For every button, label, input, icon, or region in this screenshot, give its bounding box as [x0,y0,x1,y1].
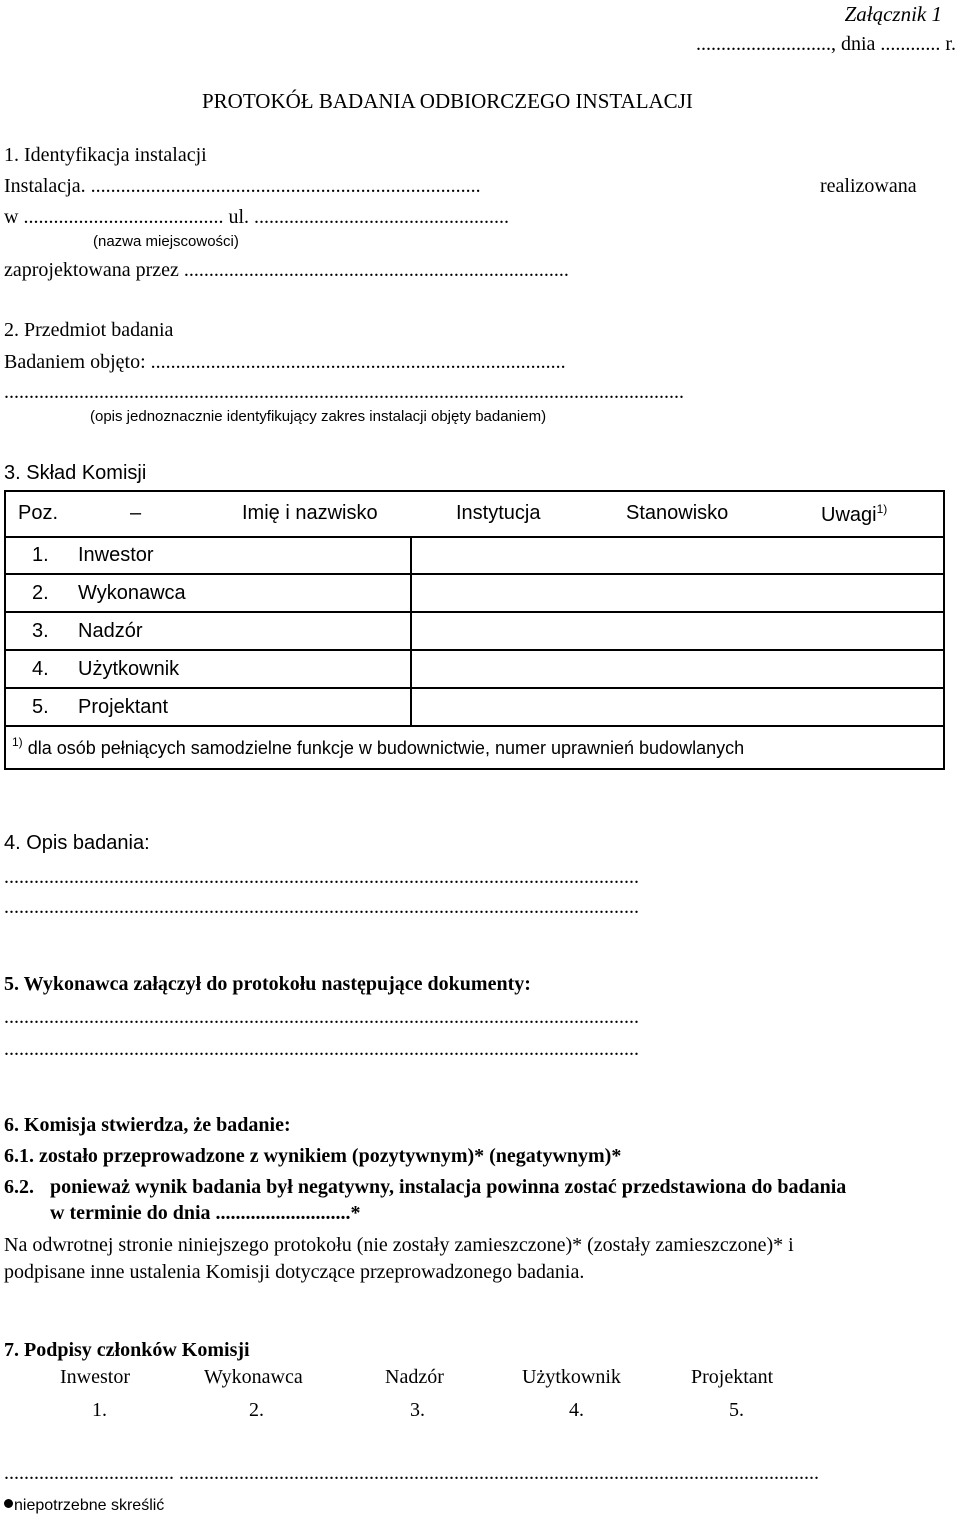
scope-line-1: Badaniem objęto: ................................................................................... [4,351,566,373]
section1-heading: 1. Identyfikacja instalacji [4,144,207,166]
location-hint: (nazwa miejscowości) [93,233,239,250]
footnote-mark: 1) [12,735,23,749]
row-role-1: Inwestor [78,544,154,566]
col-header-position: Stanowisko [626,502,729,524]
description-line-1: ............................................................................................................................... [4,866,639,888]
row-num-4: 4. [32,658,49,680]
realizowana-label: realizowana [820,175,917,197]
installation-line: Instalacja. .............................................................................. [4,175,481,197]
row-role-5: Projektant [78,696,169,718]
sign-num-5: 5. [729,1399,744,1421]
scope-hint: (opis jednoznacznie identyfikujący zakres instalacji objęty badaniem) [90,408,547,425]
scope-line-2: ........................................................................................................................................ [4,381,684,403]
section4-heading: 4. Opis badania: [4,832,150,854]
footnote-text: dla osób pełniących samodzielne funkcje w budownictwie, numer uprawnień budowlanych [27,738,745,758]
sign-role-5: Projektant [691,1366,774,1388]
sign-role-4: Użytkownik [522,1366,621,1388]
result-item-2-text: ponieważ wynik badania był negatywny, instalacja powinna zostać przedstawiona do badania [50,1176,847,1198]
designer-line: zaprojektowana przez ............................................................................. [4,259,569,281]
documents-line-1: ............................................................................................................................... [4,1006,639,1028]
row-role-4: Użytkownik [78,658,180,680]
footer-note [4,1497,164,1515]
page-title: PROTOKÓŁ BADANIA ODBIORCZEGO INSTALACJI [202,89,693,113]
sign-num-1: 1. [92,1399,107,1421]
sign-num-2: 2. [249,1399,264,1421]
col-header-institution: Instytucja [456,502,541,524]
location-line: w ........................................ ul. ................................................... [4,206,509,228]
section7-heading: 7. Podpisy członków Komisji [4,1339,250,1361]
table-footnote [12,735,745,759]
col-header-poz: Poz. [18,502,59,524]
paragraph-line-2: podpisane inne ustalenia Komisji dotyczące przeprowadzonego badania. [4,1261,585,1283]
col-header-notes [821,504,887,527]
result-item-1: 6.1. zostało przeprowadzone z wynikiem (pozytywnym)* (negatywnym)* [4,1145,622,1167]
row-role-3: Nadzór [78,620,143,642]
bullet-icon [4,1499,13,1508]
sign-role-3: Nadzór [385,1366,444,1388]
row-num-2: 2. [32,582,49,604]
section5-heading: 5. Wykonawca załączył do protokołu następujące dokumenty: [4,973,531,995]
row-num-1: 1. [32,544,49,566]
result-item-2-deadline: w terminie do dnia ...........................* [50,1202,361,1224]
row-num-3: 3. [32,620,49,642]
col-header-notes-label: Uwagi [821,504,877,526]
col-header-name: Imię i nazwisko [242,502,378,524]
col-header-dash: – [130,502,142,524]
row-role-2: Wykonawca [78,582,186,604]
documents-line-2: ............................................................................................................................... [4,1038,639,1060]
sign-num-3: 3. [410,1399,425,1421]
section3-heading: 3. Skład Komisji [4,462,147,484]
paragraph-line-1: Na odwrotnej stronie niniejszego protokołu (nie zostały zamieszczone)* (zostały zamieszczone)* i [4,1234,794,1256]
sign-role-1: Inwestor [60,1366,130,1388]
sign-role-2: Wykonawca [204,1366,303,1388]
footer-note-text: niepotrzebne skreślić [14,1497,165,1514]
date-line: ..........................., dnia ............ r. [696,33,956,55]
result-item-2-num: 6.2. [4,1176,34,1198]
signature-dots: .................................. ................................................................................................................................ [4,1462,819,1484]
sign-num-4: 4. [569,1399,584,1421]
col-header-notes-sup: 1) [876,502,888,516]
description-line-2: ............................................................................................................................... [4,896,639,918]
section2-heading: 2. Przedmiot badania [4,319,174,341]
section6-heading: 6. Komisja stwierdza, że badanie: [4,1114,291,1136]
row-num-5: 5. [32,696,49,718]
attachment-label: Załącznik 1 [844,2,942,26]
